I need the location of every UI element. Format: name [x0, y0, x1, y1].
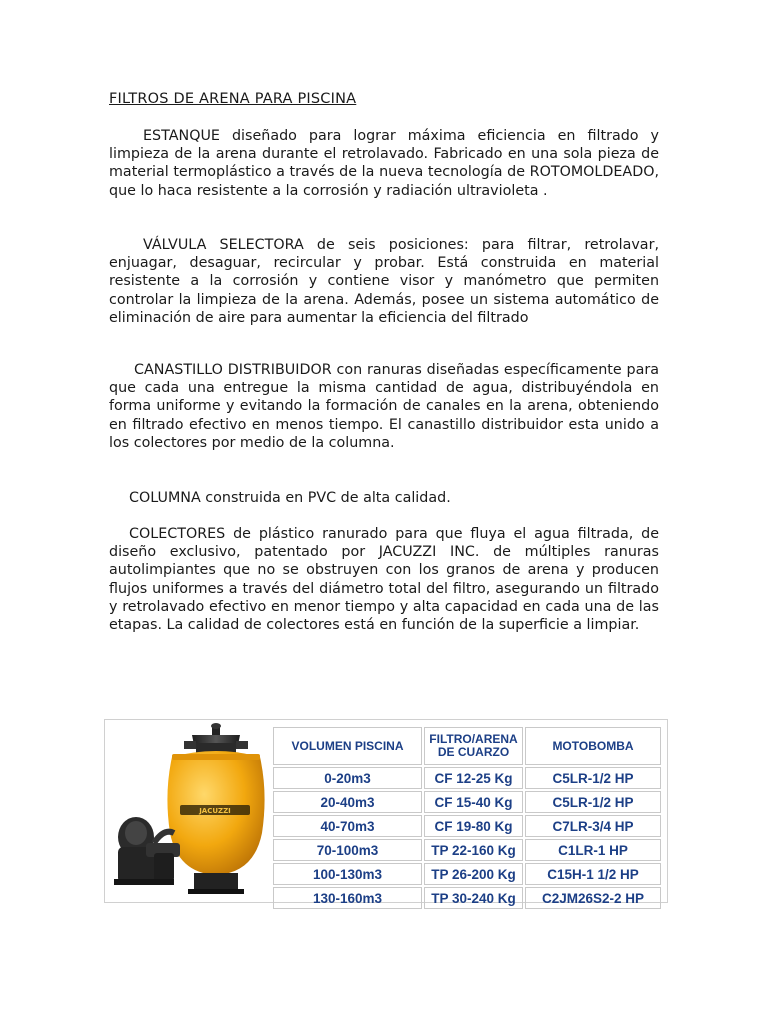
spec-table	[271, 725, 663, 911]
cell-volume: 70-100m3	[273, 839, 422, 861]
cell-pump: C5LR-1/2 HP	[525, 791, 661, 813]
header-pump: MOTOBOMBA	[525, 727, 661, 765]
table-row	[273, 887, 661, 909]
cell-filter: CF 19-80 Kg	[424, 815, 523, 837]
paragraph-valvula: VÁLVULA SELECTORA de seis posiciones: para filtrar, retrolavar, enjuagar, desaguar, recircular y probar. Está construida en material resistente a la corrosión y contiene visor y manómetro que permiten controlar la limpieza de la arena. Además, posee un sistema automático de eliminación de aire para aumentar la eficiencia del filtrado	[109, 237, 659, 326]
header-filter	[424, 727, 523, 765]
product-spec-box	[104, 719, 668, 906]
cell-pump: C7LR-3/4 HP	[525, 815, 661, 837]
cell-filter: TP 22-160 Kg	[424, 839, 523, 861]
cell-volume: 130-160m3	[273, 887, 422, 909]
cell-filter: TP 26-200 Kg	[424, 863, 523, 885]
table-row	[273, 791, 661, 813]
sand-filter-image	[108, 723, 270, 899]
cell-filter: TP 30-240 Kg	[424, 887, 523, 909]
paragraph-canastillo: CANASTILLO DISTRIBUIDOR con ranuras diseñadas específicamente para que cada una entregue la misma cantidad de agua, distribuyéndola en forma uniforme y evitando la formación de canales en la arena, obteniendo en filtrado efectivo en menos tiempo. El canastillo distribuidor esta unido a los colectores por medio de la columna.	[109, 362, 659, 451]
brand-label: JACUZZI	[199, 807, 231, 815]
paragraph-colectores: COLECTORES de plástico ranurado para que fluya el agua filtrada, de diseño exclusivo, patentado por JACUZZI INC. de múltiples ranuras autolimpiantes que no se obstruyen con los granos de arena y producen flujos uniformes a través del diámetro total del filtro, asegurando un filtrado y retrolavado efectivo en menor tiempo y alta capacidad en cada una de las etapas. La calidad de colectores está en función de la superficie a limpiar.	[109, 526, 659, 634]
cell-volume: 20-40m3	[273, 791, 422, 813]
cell-pump: C5LR-1/2 HP	[525, 767, 661, 789]
table-row	[273, 863, 661, 885]
table-row	[273, 839, 661, 861]
document-title: FILTROS DE ARENA PARA PISCINA	[109, 91, 357, 107]
cell-pump: C2JM26S2-2 HP	[525, 887, 661, 909]
table-row	[273, 815, 661, 837]
cell-pump: C15H-1 1/2 HP	[525, 863, 661, 885]
paragraph-columna: COLUMNA construida en PVC de alta calidad.	[129, 490, 451, 506]
header-filter-line2: DE CUARZO	[437, 745, 510, 759]
header-volume: VOLUMEN PISCINA	[273, 727, 422, 765]
header-filter-line1: FILTRO/ARENA	[429, 732, 518, 746]
cell-filter: CF 12-25 Kg	[424, 767, 523, 789]
cell-volume: 100-130m3	[273, 863, 422, 885]
cell-volume: 0-20m3	[273, 767, 422, 789]
cell-filter: CF 15-40 Kg	[424, 791, 523, 813]
cell-volume: 40-70m3	[273, 815, 422, 837]
cell-pump: C1LR-1 HP	[525, 839, 661, 861]
table-header-row	[273, 727, 661, 765]
table-row	[273, 767, 661, 789]
paragraph-estanque: ESTANQUE diseñado para lograr máxima eficiencia en filtrado y limpieza de la arena durante el retrolavado. Fabricado en una sola pieza de material termoplástico a través de la nueva tecnología de ROTOMOLDEADO, que lo haca resistente a la corrosión y radiación ultravioleta .	[109, 128, 659, 199]
